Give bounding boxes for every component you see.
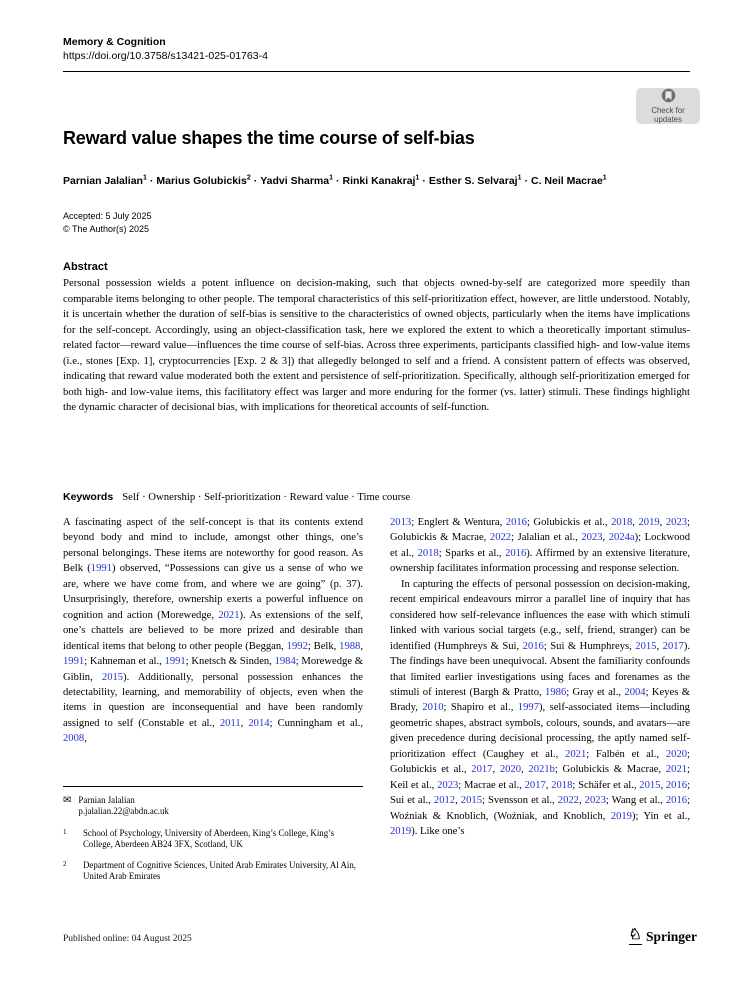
citation-link[interactable]: 2022 [489, 532, 512, 544]
author-name: Yadvi Sharma$^1$ [260, 174, 334, 187]
affiliation-superscript: 1 [517, 174, 522, 181]
affiliation [63, 860, 363, 883]
author-name: Parnian Jalalian$^1$ [63, 174, 147, 187]
citation-link[interactable]: 2016 [505, 547, 527, 559]
citation-link[interactable]: 2004 [624, 686, 646, 698]
citation-link[interactable]: 1992 [286, 640, 308, 652]
author-list [63, 174, 690, 187]
citation-link[interactable]: 2019 [390, 826, 412, 838]
badge-text-line1: Check for [651, 106, 685, 116]
citation-link[interactable]: 1986 [545, 686, 567, 698]
citation-link[interactable]: 2020 [665, 748, 688, 760]
citation-link[interactable]: 2018 [551, 779, 573, 791]
affiliation-superscript: 1 [329, 174, 334, 181]
check-for-updates-badge[interactable] [636, 88, 700, 124]
body-paragraph: In capturing the effects of personal possession on decision-making, recent empirical endeavours mirror a parallel line of inquiry that has considered how self-relevance influences the ease with which stimuli linked with various social targets (e.g., self, friend, stranger) can be identified (Humphreys & Sui, 2016; Sui & Humphreys, 2015, 2017). The findings have been unequivocal. Absent the familiarity confounds that limited earlier investigations using faces and forenames as the stimuli of interest (Bargh & Pratto, 1986; Gray et al., 2004; Keyes & Brady, 2010; Shapiro et al., 1997), self-associated items—including geometric shapes, abstract symbols, colours, sounds, and avatars—are given precedence during decisional processing, the aptly named self-prioritization effect (Caughey et al., 2021; Falbén et al., 2020; Golubickis et al., 2017, 2020, 2021b; Golubickis & Macrae, 2021; Keil et al., 2023; Macrae et al., 2017, 2018; Schäfer et al., 2015, 2016; Sui et al., 2012, 2015; Svensson et al., 2022, 2023; Wang et al., 2016; Woźniak & Knoblich, (Woźniak, and Knoblich, 2019); Yin et al., 2019). Like one’s [390, 578, 691, 838]
keywords-section [63, 491, 690, 503]
keywords-heading: Keywords [63, 491, 114, 503]
affiliation-text: Department of Cognitive Sciences, United Arab Emirates University, Al Ain, United Arab Emirates [83, 859, 357, 882]
citation-link[interactable]: 2016 [665, 779, 688, 791]
citation-link[interactable]: 2014 [248, 717, 270, 729]
author-name: Esther S. Selvaraj$^1$ [428, 174, 522, 187]
citation-link[interactable]: 1991 [63, 656, 85, 668]
citation-link[interactable]: 1991 [164, 656, 186, 668]
author-name: Rinki Kanakraj$^1$ [342, 174, 420, 187]
author-separator: · [149, 174, 154, 187]
author-separator: · [253, 174, 258, 187]
citation-link[interactable]: 2022 [557, 795, 579, 807]
badge-text-line2: updates [654, 114, 682, 124]
accepted-date: Accepted: 5 July 2025 [63, 211, 152, 221]
author-separator: · [422, 174, 426, 187]
citation-link[interactable]: 2020 [499, 764, 522, 776]
correspondence-details [78, 795, 168, 818]
author-name: C. Neil Macrae$^1$ [531, 174, 607, 187]
citation-link[interactable]: 2019 [610, 810, 632, 822]
affiliation-text: School of Psychology, University of Aberdeen, King’s College, King’s College, Aberdeen AB24 3FX, Scotland, UK [83, 827, 335, 850]
affiliation-marker: 1 [63, 827, 67, 836]
journal-name: Memory & Cognition [63, 36, 166, 48]
article-dates [63, 210, 152, 235]
doi-link[interactable]: https://doi.org/10.3758/s13421-025-01763-4 [63, 50, 268, 62]
affiliation-marker: 2 [63, 859, 67, 868]
affiliation [63, 828, 363, 851]
copyright-notice: © The Author(s) 2025 [63, 223, 150, 234]
affiliation-superscript: 1 [602, 174, 607, 181]
envelope-icon: ✉ [63, 795, 72, 806]
citation-link[interactable]: 1997 [517, 702, 539, 714]
citation-link[interactable]: 2023 [665, 517, 688, 528]
citation-link[interactable]: 2018 [611, 517, 633, 528]
citation-link[interactable]: 2017 [524, 779, 546, 791]
author-name: Marius Golubickis$^2$ [156, 174, 251, 187]
header-divider [63, 71, 690, 72]
citation-link[interactable]: 2015 [101, 671, 124, 683]
body-paragraph: 2013; Englert & Wentura, 2016; Golubickis et al., 2018, 2019, 2023; Golubickis & Macrae, 2022; Jalalian et al., 2023, 2024a); Lockwood et al., 2018; Sparks et al., 2016). Affirmed by an extensive literature, ownership facilitates information processing and response selection. [390, 517, 690, 575]
publisher-logo [629, 928, 697, 945]
affiliation-superscript: 1 [415, 174, 420, 181]
citation-link[interactable]: 2015 [639, 779, 661, 791]
citation-link[interactable]: 2024a [608, 532, 635, 544]
published-online-date: Published online: 04 August 2025 [63, 934, 192, 944]
keywords-list: Self · Ownership · Self-prioritization · Reward value · Time course [122, 491, 411, 503]
citation-link[interactable]: 2019 [638, 517, 660, 528]
footnotes [63, 786, 363, 891]
body-paragraph: A fascinating aspect of the self-concept is that its contents extend beyond body and mind to include, amongst other things, one’s personal belongings. These items are noteworthy for good reason. As Belk (1991) observed, “Possessions can give us a sense of who we are, where we have come from, and where we are going” (p. 37). Unsurprisingly, therefore, ownership exerts a powerful influence on cognition and action (Morewedge, 2021). As extensions of the self, one’s chattels are believed to be more prized and desirable than identical items that belong to other people (Beggan, 1992; Belk, 1988, 1991; Kahneman et al., 1991; Knetsch & Sinden, 1984; Morewedge & Giblin, 2015). Additionally, personal possession enhances the detectability, learning, and memorability of objects, even when the items in question are inconsequential and have been randomly assigned to self (Constable et al., 2011, 2014; Cunningham et al., 2008, [63, 517, 364, 745]
citation-link[interactable]: 2011 [219, 717, 241, 729]
author-separator: · [524, 174, 528, 187]
citation-link[interactable]: 2017 [662, 640, 684, 652]
citation-link[interactable]: 2023 [437, 779, 459, 791]
right-column [390, 515, 690, 840]
correspondence-name: Parnian Jalalian [78, 795, 135, 805]
citation-link[interactable]: 2021b [528, 764, 555, 776]
abstract-section [63, 261, 690, 416]
crossmark-icon [661, 88, 676, 108]
affiliation-superscript: 1 [142, 174, 147, 181]
correspondence-email[interactable]: p.jalalian.22@abdn.ac.uk [78, 806, 169, 817]
citation-link[interactable]: 1991 [90, 563, 112, 575]
citation-link[interactable]: 2015 [635, 640, 657, 652]
affiliation-superscript: 2 [246, 174, 251, 181]
citation-link[interactable]: 2018 [417, 547, 439, 559]
citation-link[interactable]: 1988 [339, 640, 361, 652]
springer-knight-icon: ♘ [628, 927, 642, 943]
citation-link[interactable]: 2015 [460, 795, 482, 807]
affiliation-list [63, 828, 363, 883]
abstract-heading: Abstract [63, 261, 108, 273]
citation-link[interactable]: 2021 [665, 764, 688, 776]
correspondence [63, 795, 363, 818]
page-title: Reward value shapes the time course of self-bias [63, 128, 475, 148]
citation-link[interactable]: 1984 [274, 656, 296, 668]
citation-link[interactable]: 2021 [565, 748, 587, 760]
footnote-divider [63, 786, 363, 787]
citation-link[interactable]: 2008 [63, 733, 85, 745]
citation-link[interactable]: 2013 [390, 517, 412, 528]
citation-link[interactable]: 2023 [584, 795, 606, 807]
citation-link[interactable]: 2021 [218, 609, 240, 621]
citation-link[interactable]: 2023 [581, 532, 603, 544]
citation-link[interactable]: 2016 [522, 640, 544, 652]
citation-link[interactable]: 2010 [422, 702, 444, 714]
citation-link[interactable]: 2012 [433, 795, 456, 807]
citation-link[interactable]: 2017 [471, 764, 493, 776]
citation-link[interactable]: 2016 [505, 517, 527, 528]
citation-link[interactable]: 2016 [665, 795, 688, 807]
abstract-text: Personal possession wields a potent influence on decision-making, such that objects owned-by-self are categorized more speedily than comparable items belonging to other people. The temporal characteristics of this self-prioritization effect, however, are little understood. Notably, it is uncertain whether the duration of self-bias is sensitive to the characteristics of owned objects, particularly when the items have implications for the self-concept. Accordingly, using an object-classification task, here we explored the extent to which a theoretically important stimulus-related factor—reward value—influences the time course of self-bias. Across three experiments, participants classified high- and low-value items (i.e., stones [Exp. 1], cryptocurrencies [Exp. 2 & 3]) that allegedly belonged to self and a friend. A consistent pattern of effects was observed, indicating that reward value moderated both the extent and persistence of self-prioritization. Specifically, although self-prioritization emerged for both high- and low-value items, this facilitatory effect was larger and more enduring for the former (vs. latter) stimuli. These findings highlight the dynamic character of decisional bias, with implications for theoretical accounts of self-function. [63, 277, 690, 414]
journal-header [63, 35, 690, 63]
publisher-name: Springer [645, 928, 697, 944]
author-separator: · [336, 174, 340, 187]
